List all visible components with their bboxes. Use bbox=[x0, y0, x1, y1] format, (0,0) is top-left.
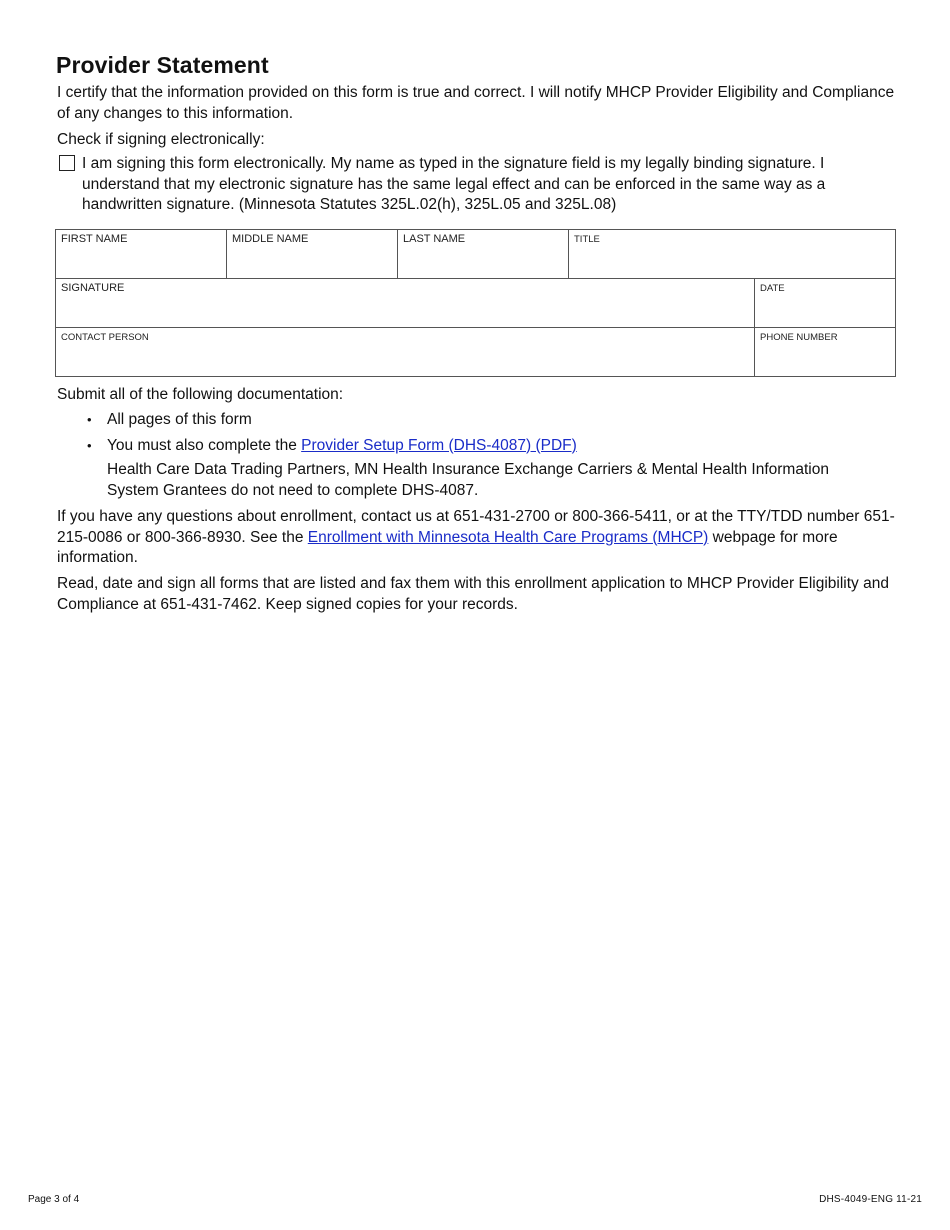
last-name-label: LAST NAME bbox=[403, 233, 466, 245]
questions-text bbox=[57, 507, 897, 569]
documentation-list bbox=[85, 410, 875, 506]
questions-prefix: If you have any questions about enrollment, contact us at 651-431-2700 or 800-366-5411, or at the TTY/TDD number 651-215-0086 or 800-366-8930. See the bbox=[57, 508, 895, 546]
signature-label: SIGNATURE bbox=[61, 282, 125, 294]
signature-table bbox=[55, 229, 896, 377]
bullet-icon: • bbox=[87, 412, 92, 427]
title-field[interactable] bbox=[569, 230, 896, 279]
first-name-field[interactable] bbox=[56, 230, 227, 279]
signature-field[interactable] bbox=[56, 279, 755, 328]
middle-name-field[interactable] bbox=[227, 230, 398, 279]
first-name-label: FIRST NAME bbox=[61, 233, 128, 245]
section-title: Provider Statement bbox=[56, 52, 269, 78]
form-id: DHS-4049-ENG 11-21 bbox=[819, 1194, 922, 1205]
date-field[interactable] bbox=[755, 279, 896, 328]
list-item bbox=[85, 436, 875, 502]
electronic-signature-text: I am signing this form electronically. My name as typed in the signature field is my legally binding signature. I understand that my electronic signature has the same legal effect and can be enforced in the same way as a handwritten signature. (Minnesota Statutes 325L.02(h), 325L.05 and 325L.08) bbox=[82, 155, 826, 213]
date-label: DATE bbox=[760, 283, 785, 294]
exemption-note: Health Care Data Trading Partners, MN Health Insurance Exchange Carriers & Mental Health Information System Grantees do not need to complete DHS-4087. bbox=[107, 461, 829, 499]
list-item bbox=[85, 410, 875, 431]
provider-setup-form-link[interactable]: Provider Setup Form (DHS-4087) (PDF) bbox=[301, 436, 577, 454]
contact-person-label: CONTACT PERSON bbox=[61, 332, 149, 343]
last-name-field[interactable] bbox=[398, 230, 569, 279]
page-number: Page 3 of 4 bbox=[28, 1194, 80, 1205]
fax-instructions: Read, date and sign all forms that are listed and fax them with this enrollment application to MHCP Provider Eligibility and Compliance at 651-431-7462. Keep signed copies for your records. bbox=[57, 575, 889, 613]
middle-name-label: MIDDLE NAME bbox=[232, 233, 309, 245]
certification-text: I certify that the information provided on this form is true and correct. I will notify MHCP Provider Eligibility and Compliance of any changes to this information. bbox=[57, 84, 895, 122]
documentation-intro: Submit all of the following documentation: bbox=[57, 386, 344, 403]
electronic-signature-checkbox[interactable] bbox=[59, 155, 75, 171]
phone-number-label: PHONE NUMBER bbox=[760, 332, 838, 343]
contact-person-field[interactable] bbox=[56, 328, 755, 377]
check-prompt: Check if signing electronically: bbox=[57, 131, 265, 148]
questions-suffix: webpage for more information. bbox=[57, 528, 838, 566]
list-item-prefix: You must also complete the bbox=[107, 436, 302, 454]
title-label: TITLE bbox=[574, 234, 600, 245]
bullet-icon: • bbox=[87, 437, 92, 453]
phone-number-field[interactable] bbox=[755, 328, 896, 377]
list-item-text: All pages of this form bbox=[107, 411, 252, 428]
enrollment-mhcp-link[interactable]: Enrollment with Minnesota Health Care Programs (MHCP) bbox=[307, 528, 709, 546]
